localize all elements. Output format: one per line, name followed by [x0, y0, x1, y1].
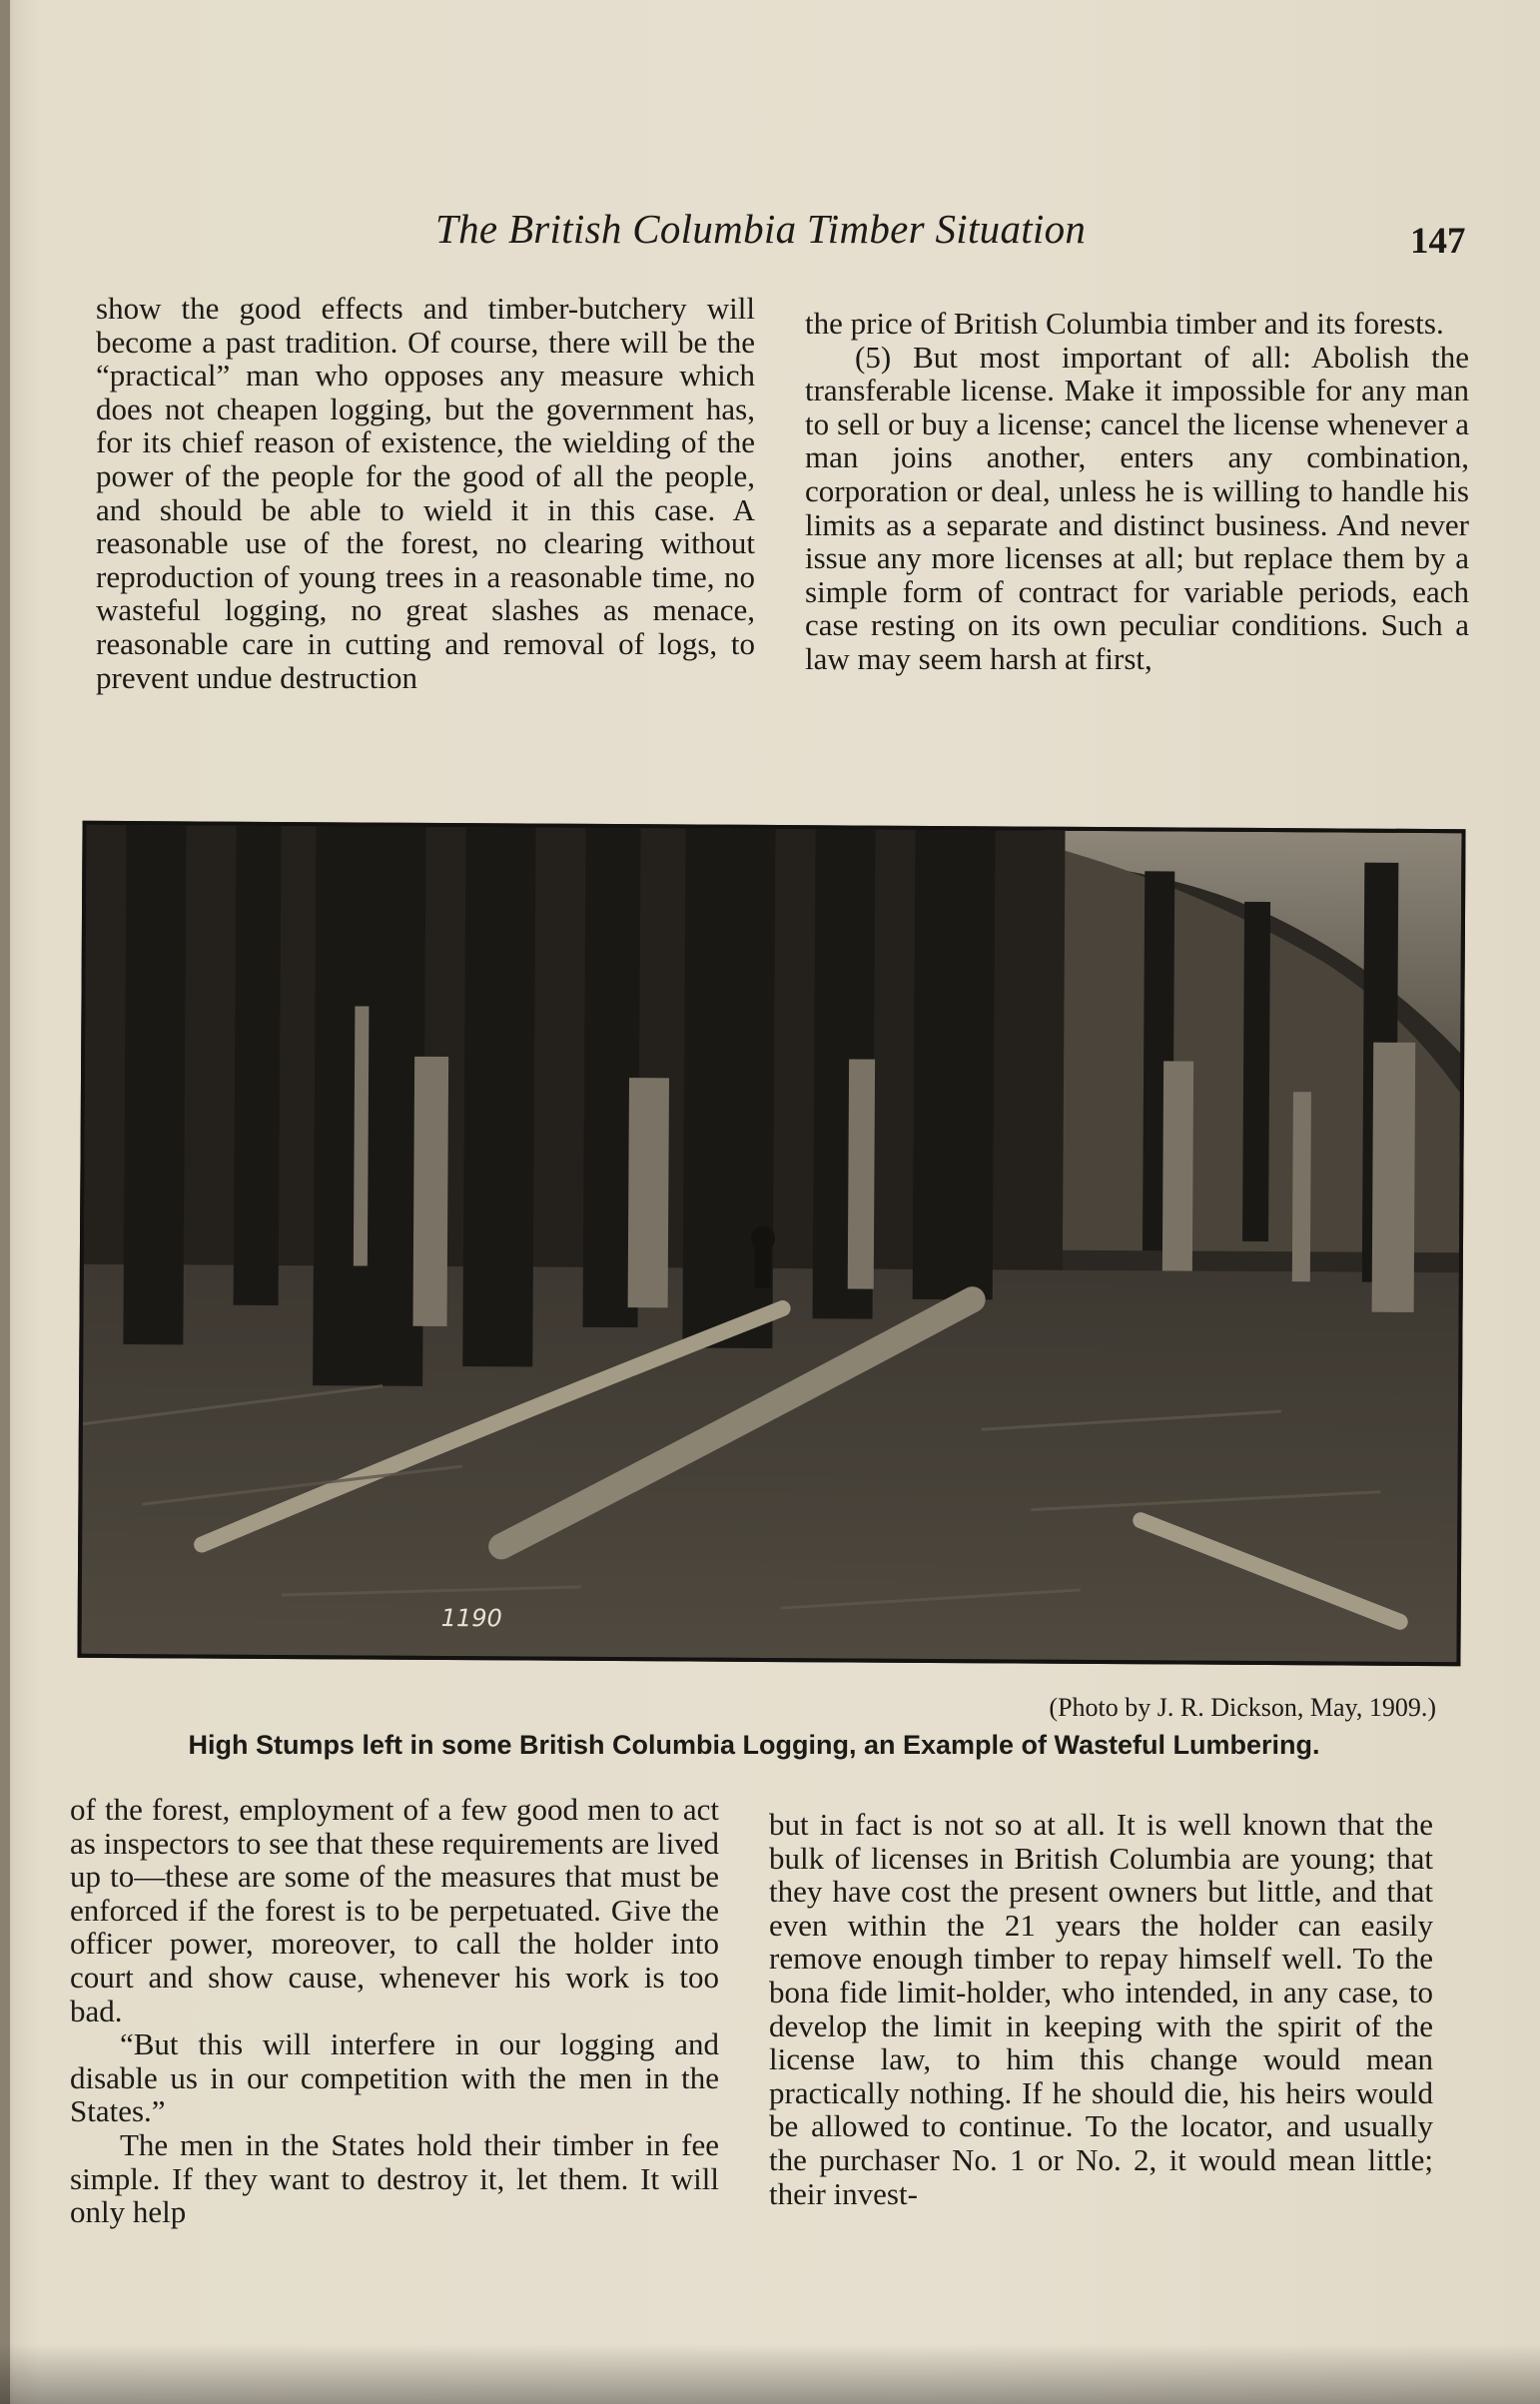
paragraph: The men in the States hold their timber in fee simple. If they want to destroy it, let them. It will only help — [70, 2126, 719, 2230]
photograph-logging-stumps — [77, 821, 1465, 1666]
figure-caption: High Stumps left in some British Columbia Logging, an Example of Wasteful Lumbering. — [188, 1730, 1320, 1760]
page-binding-edge — [0, 0, 10, 2404]
column-bottom-left — [70, 1793, 719, 2229]
page-bottom-shadow — [0, 2344, 1540, 2404]
column-top-left — [96, 292, 755, 694]
photo-number: 1190 — [440, 1603, 502, 1633]
running-header-title: The British Columbia Timber Situation — [435, 206, 1087, 252]
paragraph: but in fact is not so at all. It is well known that the bulk of licenses in British Columbia are young; that they have cost the present owners but little, and that even within the 21 years the holder can easily remove enough timber to repay himself well. To the bona fide limit-holder, who intended, in any case, to develop the limit in keeping with the spirit of the license law, to him this change would mean practically nothing. If he should die, his heirs would be allowed to continue. To the locator, and usually the purchaser No. 1 or No. 2, it would mean little; their invest- — [769, 1807, 1433, 2211]
paragraph: the price of British Columbia timber and its forests. — [805, 306, 1444, 341]
paragraph: “But this will interfere in our logging and disable us in our competition with the men in the States.” — [70, 2026, 719, 2129]
paragraph: (5) But most important of all: Abolish the transferable license. Make it impossible for any man to sell or buy a license; cancel the license whenever a man joins another, enters any combination, corporation or deal, unless he is willing to handle his limits as a separate and distinct business. And never issue any more licenses at all; but replace them by a simple form of contract for variable periods, each case resting on its own peculiar conditions. Such a law may seem harsh at first, — [805, 339, 1469, 676]
paragraph: of the forest, employment of a few good men to act as inspectors to see that these requirements are lived up to—these are some of the measures that must be enforced if the forest is to be perpetuated. Give the officer power, moreover, to call the holder into court and show cause, whenever his work is too bad. — [70, 1792, 719, 2028]
column-bottom-right — [769, 1808, 1433, 2210]
page-number: 147 — [1410, 221, 1466, 262]
column-top-right — [805, 307, 1469, 676]
forest-photo-illustration — [81, 825, 1461, 1662]
photo-credit: (Photo by J. R. Dickson, May, 1909.) — [1049, 1693, 1436, 1722]
paragraph: show the good effects and timber-butchery will become a past tradition. Of course, there will be the “practical” man who opposes any measure which does not cheapen logging, but the government has, for its chief reason of existence, the wielding of the power of the people for the good of all the people, and should be able to wield it in this case. A reasonable use of the forest, no clearing without reproduction of young trees in a reasonable time, no wasteful logging, no great slashes as menace, reasonable care in cutting and removal of logs, to prevent undue destruction — [96, 291, 755, 695]
